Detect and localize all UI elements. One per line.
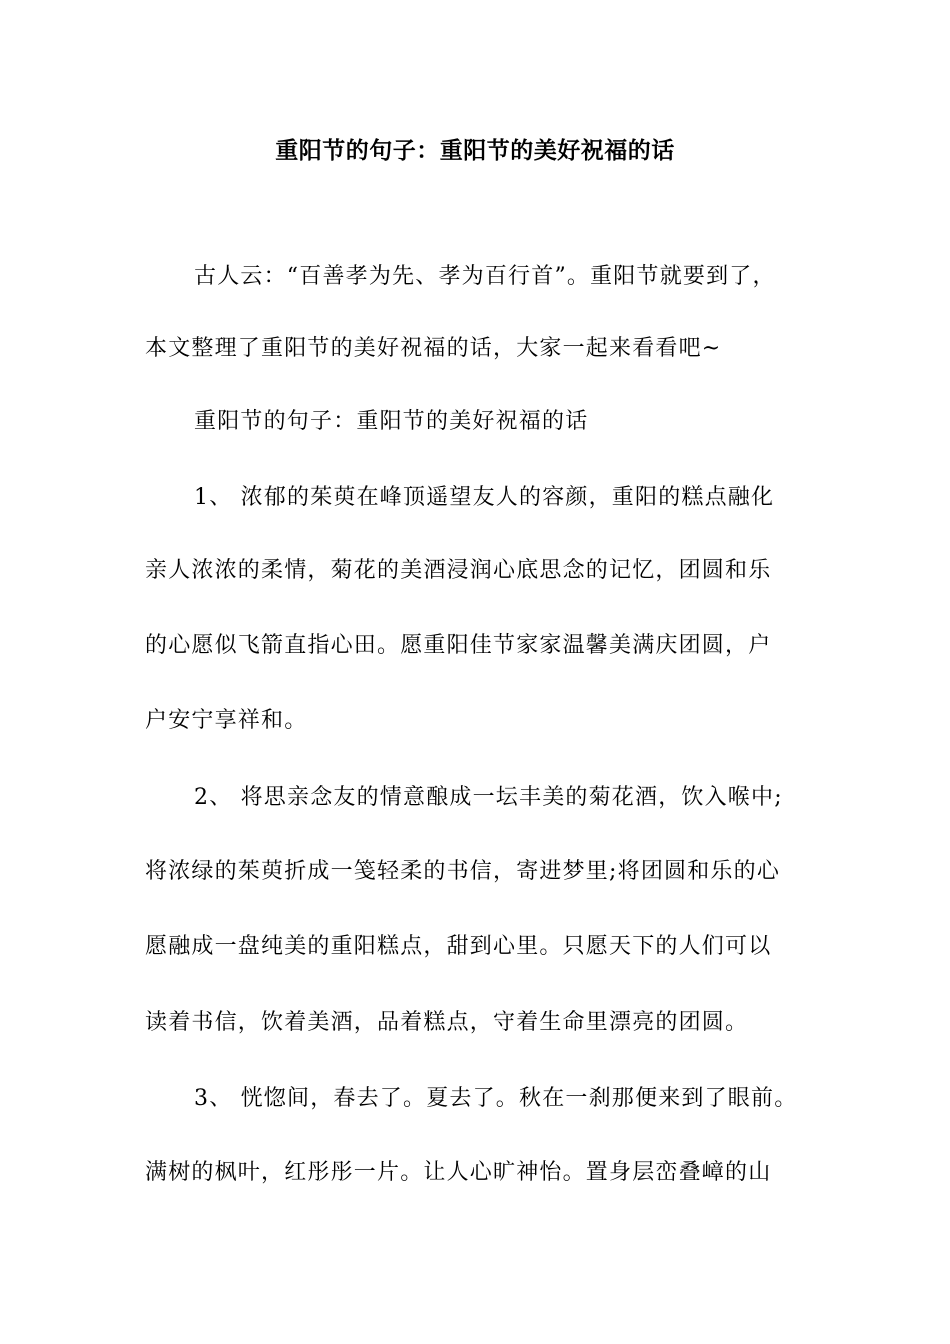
paragraph-line: 本文整理了重阳节的美好祝福的话，大家一起来看看吧~ bbox=[145, 336, 722, 361]
paragraph-line: 3、 恍惚间，春去了。夏去了。秋在一刹那便来到了眼前。 bbox=[194, 1086, 798, 1111]
paragraph-line: 古人云：“百善孝为先、孝为百行首”。重阳节就要到了， bbox=[194, 264, 776, 289]
paragraph-line: 愿融成一盘纯美的重阳糕点，甜到心里。只愿天下的人们可以 bbox=[145, 934, 772, 959]
paragraph-line: 2、 将思亲念友的情意酿成一坛丰美的菊花酒，饮入喉中; bbox=[194, 785, 783, 810]
paragraph-line: 的心愿似飞箭直指心田。愿重阳佳节家家温馨美满庆团圆，户 bbox=[145, 633, 772, 658]
document-title: 重阳节的句子：重阳节的美好祝福的话 bbox=[275, 138, 675, 164]
paragraph-line: 重阳节的句子：重阳节的美好祝福的话 bbox=[194, 409, 589, 434]
paragraph-line: 读着书信，饮着美酒，品着糕点，守着生命里漂亮的团圆。 bbox=[145, 1010, 749, 1035]
paragraph-line: 将浓绿的茱萸折成一笺轻柔的书信，寄进梦里;将团圆和乐的心 bbox=[145, 859, 781, 884]
paragraph-line: 户安宁享祥和。 bbox=[145, 708, 308, 733]
paragraph-line: 亲人浓浓的柔情，菊花的美酒浸润心底思念的记忆，团圆和乐 bbox=[145, 558, 772, 583]
paragraph-line: 满树的枫叶，红彤彤一片。让人心旷神怡。置身层峦叠嶂的山 bbox=[145, 1160, 772, 1185]
paragraph-line: 1、 浓郁的茱萸在峰顶遥望友人的容颜，重阳的糕点融化 bbox=[194, 485, 775, 510]
